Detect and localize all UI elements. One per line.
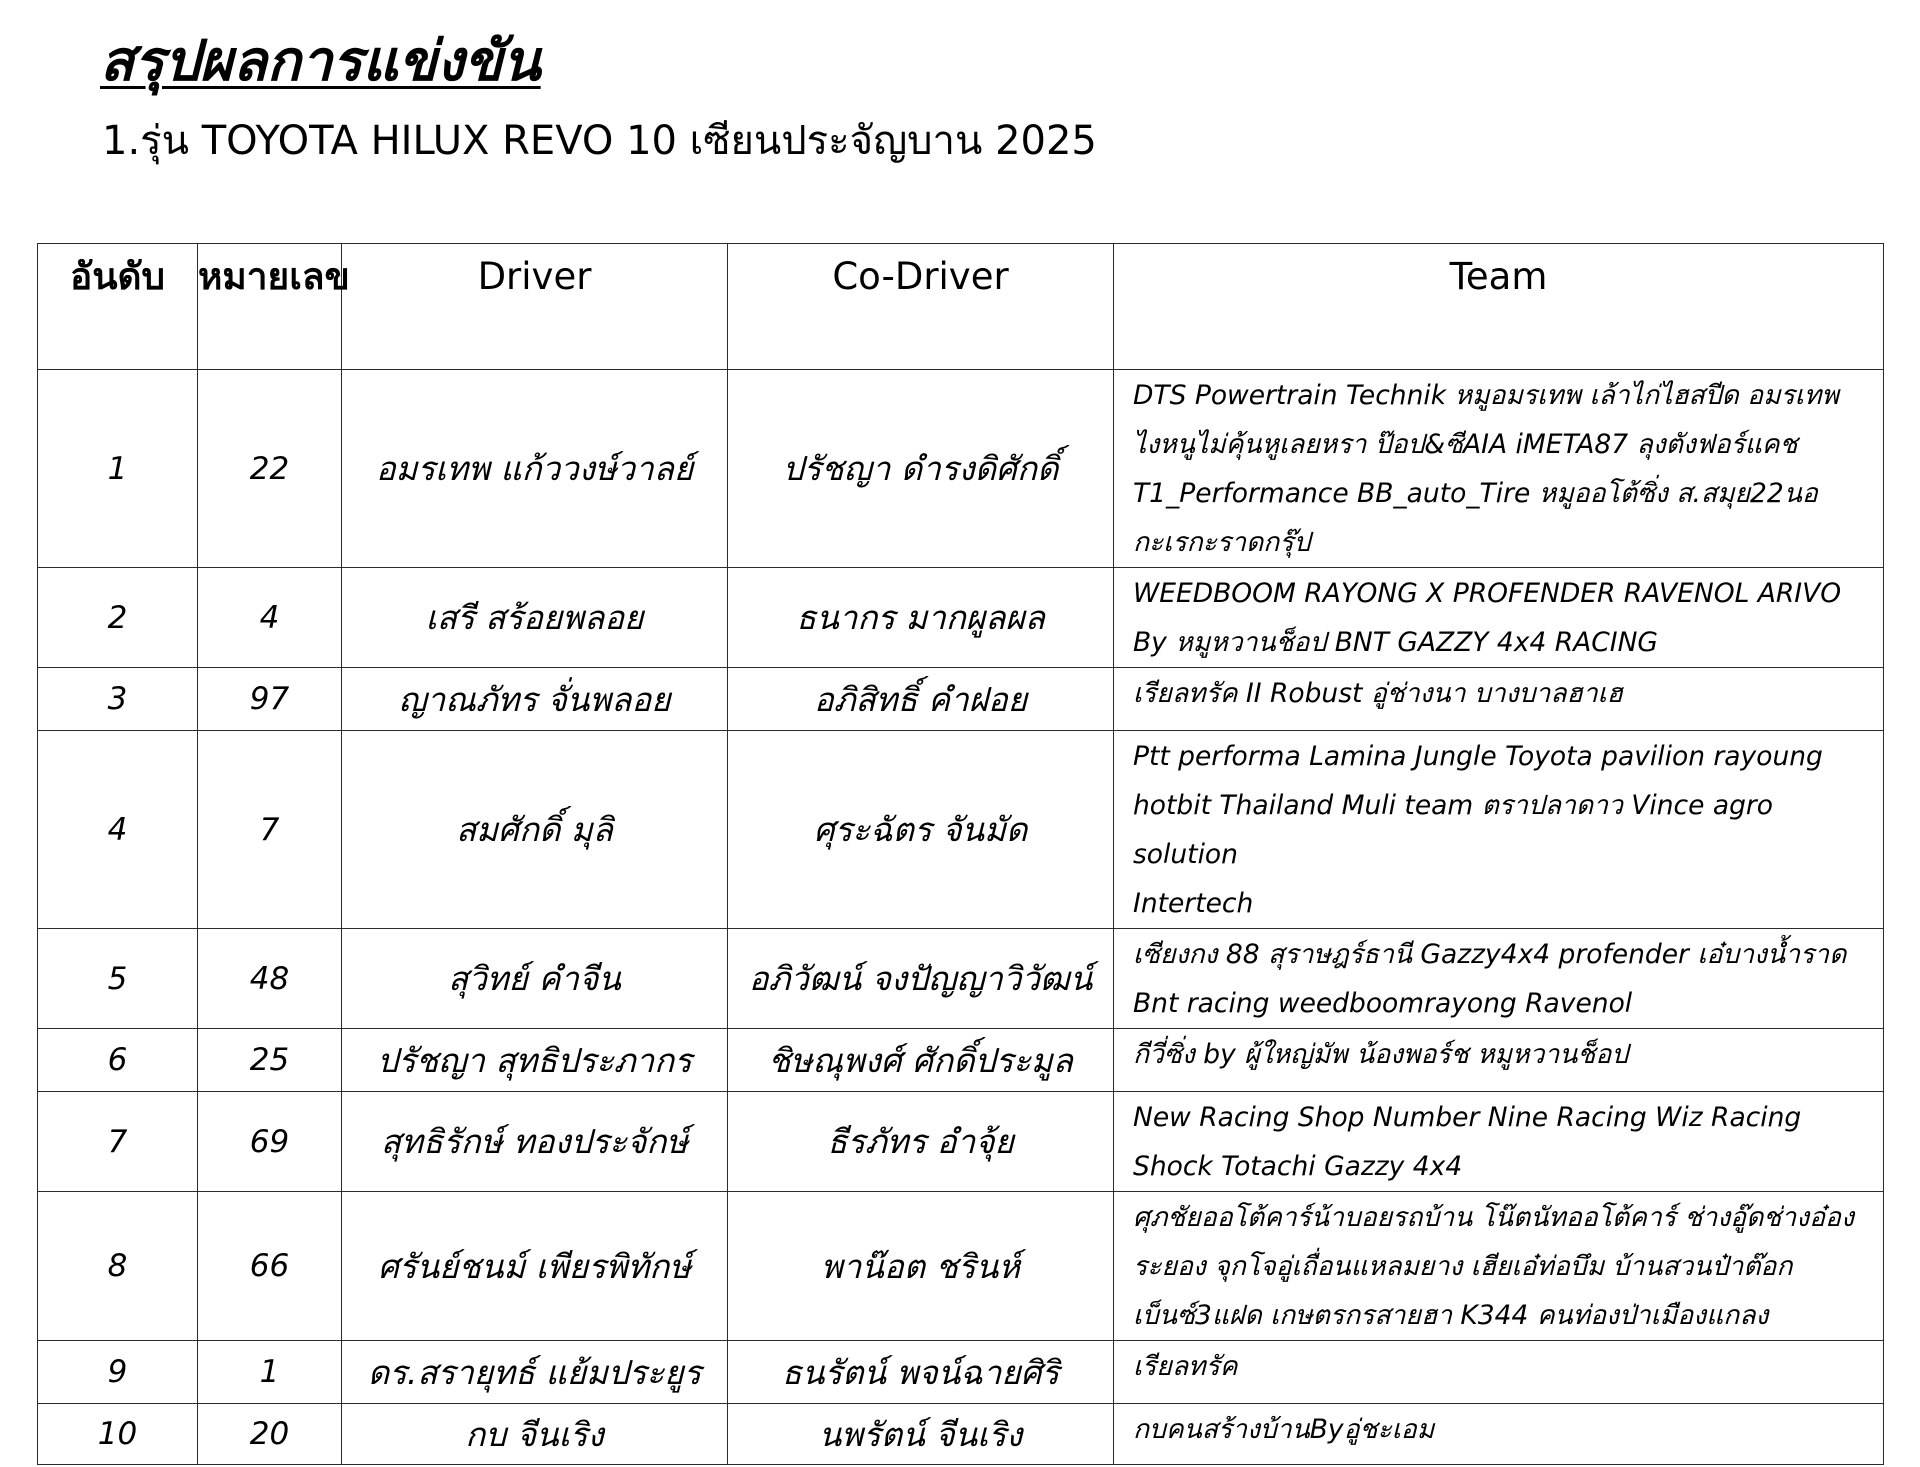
cell-codriver: อภิวัฒน์ จงปัญญาวิวัฒน์ bbox=[728, 929, 1114, 1029]
cell-rank: 7 bbox=[38, 1092, 198, 1192]
cell-rank: 3 bbox=[38, 668, 198, 731]
table-row bbox=[38, 568, 1884, 668]
cell-driver: ปรัชญา สุทธิประภากร bbox=[342, 1029, 728, 1092]
cell-number: 4 bbox=[198, 568, 342, 668]
header-driver: Driver bbox=[342, 244, 728, 370]
table-row bbox=[38, 1192, 1884, 1341]
cell-rank: 1 bbox=[38, 370, 198, 568]
cell-team: กบคนสร้างบ้านByอู่ชะเอม bbox=[1114, 1404, 1884, 1465]
table-row bbox=[38, 731, 1884, 929]
cell-codriver: ชิษณุพงศ์ ศักดิ์ประมูล bbox=[728, 1029, 1114, 1092]
cell-team: เรียลทรัค II Robust อู่ช่างนา บางบาลฮาเฮ bbox=[1114, 668, 1884, 731]
table-row bbox=[38, 668, 1884, 731]
cell-number: 97 bbox=[198, 668, 342, 731]
header-team: Team bbox=[1114, 244, 1884, 370]
cell-driver: กบ จีนเริง bbox=[342, 1404, 728, 1465]
results-table bbox=[37, 243, 1884, 1465]
header-number: หมายเลข bbox=[198, 244, 342, 370]
cell-rank: 6 bbox=[38, 1029, 198, 1092]
cell-rank: 8 bbox=[38, 1192, 198, 1341]
header-rank: อันดับ bbox=[38, 244, 198, 370]
cell-driver: ศรันย์ชนม์ เพียรพิทักษ์ bbox=[342, 1192, 728, 1341]
cell-rank: 2 bbox=[38, 568, 198, 668]
document-subtitle: 1.รุ่น TOYOTA HILUX REVO 10 เซียนประจัญบาน 2025 bbox=[102, 118, 1097, 164]
cell-rank: 10 bbox=[38, 1404, 198, 1465]
cell-number: 22 bbox=[198, 370, 342, 568]
cell-rank: 4 bbox=[38, 731, 198, 929]
cell-codriver: ศุระฉัตร จันมัด bbox=[728, 731, 1114, 929]
cell-driver: สมศักดิ์ มุลิ bbox=[342, 731, 728, 929]
cell-number: 20 bbox=[198, 1404, 342, 1465]
table-row bbox=[38, 929, 1884, 1029]
cell-driver: สุวิทย์ คำจีน bbox=[342, 929, 728, 1029]
cell-codriver: อภิสิทธิ์ คำฝอย bbox=[728, 668, 1114, 731]
cell-team: Ptt performa Lamina Jungle Toyota pavilion rayoung hotbit Thailand Muli team ตราปลาดาว Vince agro solution Intertech bbox=[1114, 731, 1884, 929]
cell-codriver: ธนรัตน์ พจน์ฉายศิริ bbox=[728, 1341, 1114, 1404]
cell-codriver: ธนากร มากผูลผล bbox=[728, 568, 1114, 668]
cell-codriver: พาน๊อต ชรินห์ bbox=[728, 1192, 1114, 1341]
table-row bbox=[38, 1341, 1884, 1404]
cell-driver: ดร.สรายุทธ์ แย้มประยูร bbox=[342, 1341, 728, 1404]
cell-driver: อมรเทพ แก้ววงษ์วาลย์ bbox=[342, 370, 728, 568]
cell-rank: 9 bbox=[38, 1341, 198, 1404]
cell-codriver: นพรัตน์ จีนเริง bbox=[728, 1404, 1114, 1465]
cell-number: 66 bbox=[198, 1192, 342, 1341]
cell-team: เซียงกง 88 สุราษฎร์ธานี Gazzy4x4 profender เอ๋บางน้ำราด Bnt racing weedboomrayong Ravenol bbox=[1114, 929, 1884, 1029]
cell-number: 69 bbox=[198, 1092, 342, 1192]
table-row bbox=[38, 370, 1884, 568]
cell-team: กีวี่ซิ่ง by ผู้ใหญ่มัพ น้องพอร์ช หมูหวานช็อป bbox=[1114, 1029, 1884, 1092]
cell-codriver: ธีรภัทร อำจุ้ย bbox=[728, 1092, 1114, 1192]
table-header-row bbox=[38, 244, 1884, 370]
cell-team: DTS Powertrain Technik หมูอมรเทพ เล้าไก่ไฮสปีด อมรเทพ ไงหนูไม่คุ้นหูเลยหรา ป๊อป&ซีAIA iMETA87 ลุงตังฟอร์แคช T1_Performance BB_auto_Tire หมูออโต้ซิ่ง ส.สมุย22นอ กะเรกะราดกรุ๊ป bbox=[1114, 370, 1884, 568]
cell-driver: ญาณภัทร จั่นพลอย bbox=[342, 668, 728, 731]
cell-number: 48 bbox=[198, 929, 342, 1029]
cell-number: 25 bbox=[198, 1029, 342, 1092]
table-row bbox=[38, 1404, 1884, 1465]
header-codriver: Co-Driver bbox=[728, 244, 1114, 370]
document-title: สรุปผลการแข่งขัน bbox=[100, 29, 541, 94]
cell-team: ศุภชัยออโต้คาร์น้าบอยรถบ้าน โน๊ตนัทออโต้คาร์ ช่างอู๊ดช่างอ๋อง ระยอง จุกโจอู่เถื่อนแหลมยาง เฮียเอ๋ท่อบึม บ้านสวนป๋าต๊อก เบ็นซ์3แฝด เกษตรกรสายฮา K344 คนท่องป่าเมืองแกลง bbox=[1114, 1192, 1884, 1341]
cell-driver: สุทธิรักษ์ ทองประจักษ์ bbox=[342, 1092, 728, 1192]
cell-team: New Racing Shop Number Nine Racing Wiz Racing Shock Totachi Gazzy 4x4 bbox=[1114, 1092, 1884, 1192]
table-row bbox=[38, 1029, 1884, 1092]
cell-team: WEEDBOOM RAYONG X PROFENDER RAVENOL ARIVO By หมูหวานช็อป BNT GAZZY 4x4 RACING bbox=[1114, 568, 1884, 668]
table-row bbox=[38, 1092, 1884, 1192]
cell-team: เรียลทรัค bbox=[1114, 1341, 1884, 1404]
cell-number: 7 bbox=[198, 731, 342, 929]
cell-driver: เสรี สร้อยพลอย bbox=[342, 568, 728, 668]
cell-rank: 5 bbox=[38, 929, 198, 1029]
cell-number: 1 bbox=[198, 1341, 342, 1404]
cell-codriver: ปรัชญา ดำรงดิศักดิ์ bbox=[728, 370, 1114, 568]
